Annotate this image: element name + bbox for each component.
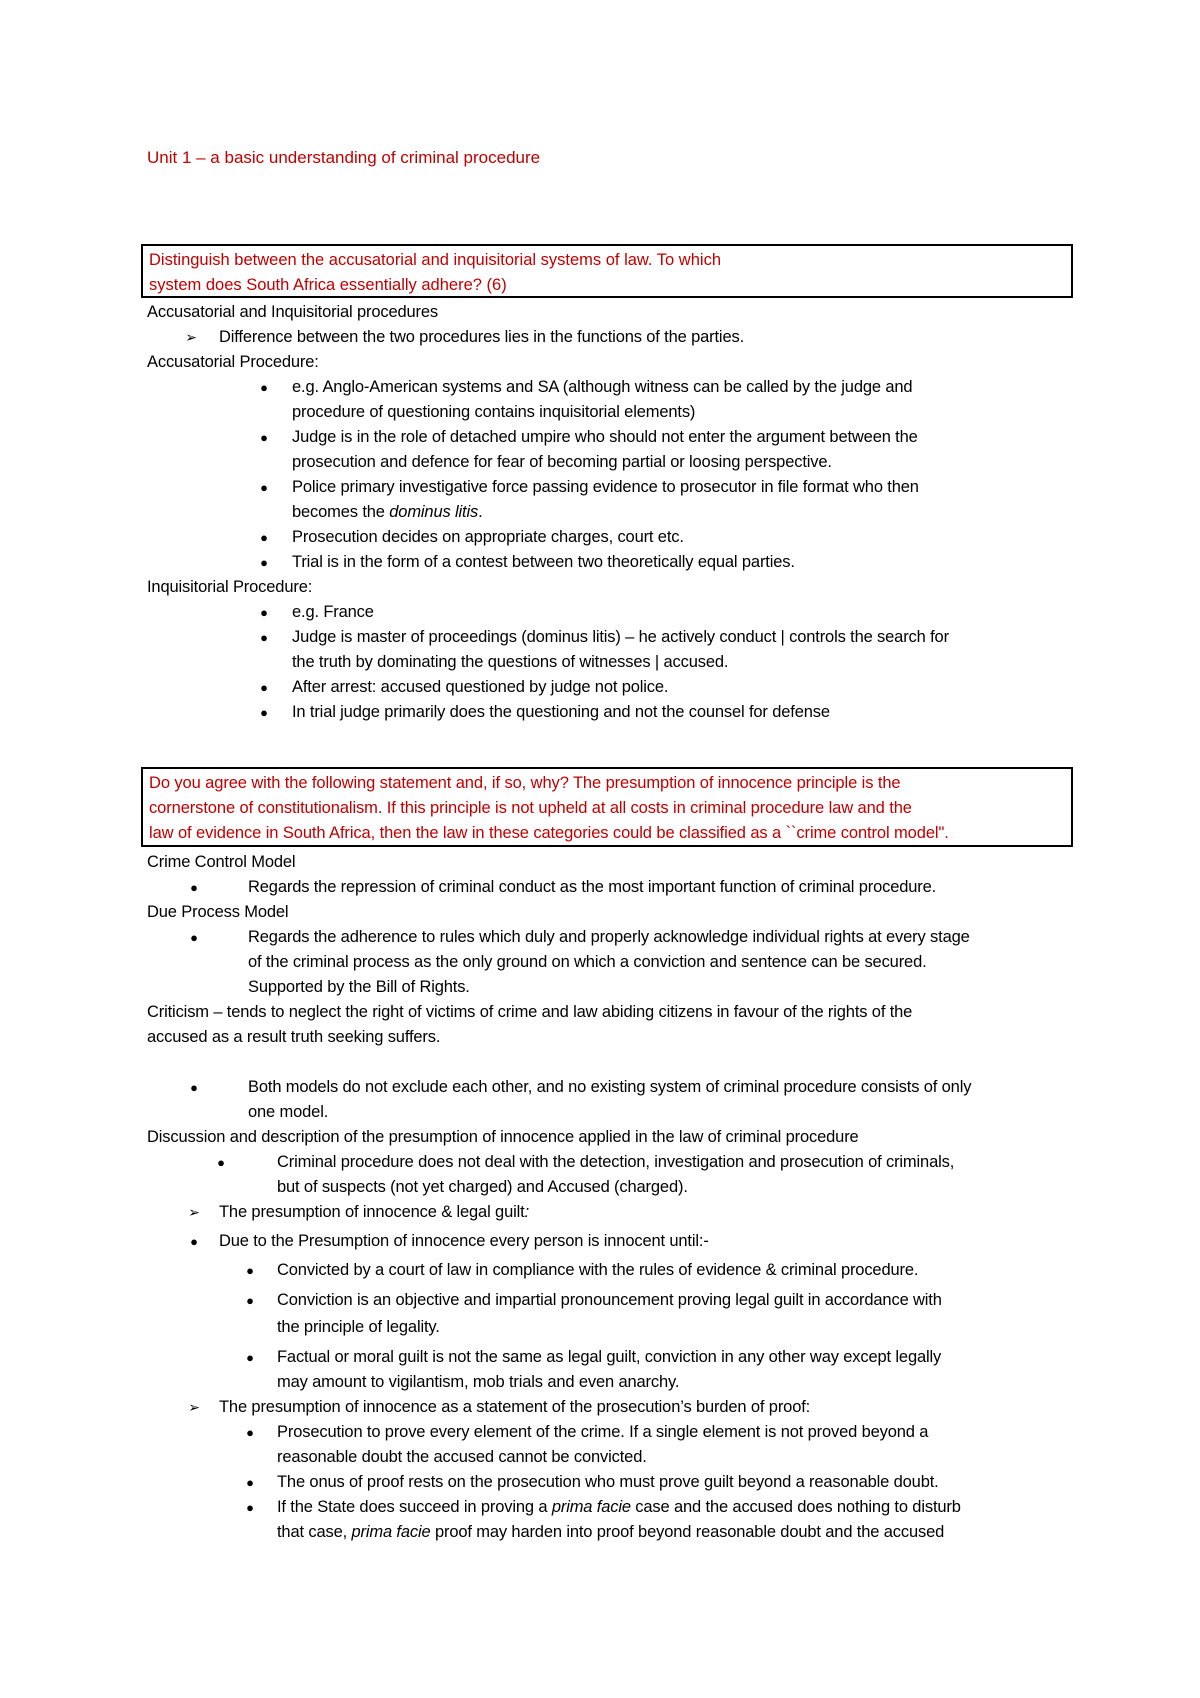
bullet-dot-icon: ● [190,930,198,945]
page-title: Unit 1 – a basic understanding of criminal procedure [147,148,541,167]
question-box-1 [141,244,1073,298]
question-line: Do you agree with the following statement and, if so, why? The presumption of innocence principle is the [149,774,901,792]
bullet-dot-icon: ● [260,380,268,395]
bullet-dot-icon: ● [190,880,198,895]
list-item: ● Judge is master of proceedings (dominus litis) – he actively conduct | controls the search for the truth by dominating the questions of witnesses | accused. [147,625,1067,675]
bullet-dot-icon: ● [190,1080,198,1095]
bullet-dot-icon: ● [217,1155,225,1170]
bullet-dot-icon: ● [260,530,268,545]
list-item: ➢ The presumption of innocence as a statement of the prosecution’s burden of proof: [147,1395,1067,1420]
subheading: Due Process Model [147,903,289,921]
question-line: cornerstone of constitutionalism. If this principle is not upheld at all costs in criminal procedure law and the [149,799,912,817]
list-item: ➢ The presumption of innocence & legal guilt: [147,1200,1067,1225]
bullet-dot-icon: ● [260,680,268,695]
bullet-dot-icon: ● [246,1475,254,1490]
list-item: ● After arrest: accused questioned by judge not police. [147,675,1067,700]
subheading: Crime Control Model [147,853,296,871]
list-item: ● Prosecution to prove every element of the crime. If a single element is not proved beyond a reasonable doubt the accused cannot be convicted. [147,1420,1067,1470]
list-item: ● Due to the Presumption of innocence every person is innocent until:- [147,1229,1067,1254]
question-line: Distinguish between the accusatorial and inquisitorial systems of law. To which [149,251,721,269]
bullet-dot-icon: ● [246,1293,254,1308]
list-item: ● Both models do not exclude each other, and no existing system of criminal procedure consists of only one model. [147,1075,1067,1125]
list-item: ● Criminal procedure does not deal with the detection, investigation and prosecution of criminals, but of suspects (not yet charged) and Accused (charged). [147,1150,1067,1200]
italic-term: dominus litis [389,503,479,521]
arrow-bullet-icon: ➢ [185,329,197,345]
bullet-dot-icon: ● [190,1234,198,1249]
bullet-dot-icon: ● [246,1425,254,1440]
bullet-dot-icon: ● [260,430,268,445]
criticism-text: Criticism – tends to neglect the right of victims of crime and law abiding citizens in favour of the rights of the [147,1003,913,1021]
list-item: ➢ Difference between the two procedures lies in the functions of the parties. [147,325,1067,350]
arrow-bullet-icon: ➢ [188,1399,200,1415]
list-item: ● e.g. Anglo-American systems and SA (although witness can be called by the judge and procedure of questioning contains inquisitorial elements) [147,375,1067,425]
list-item: ● Prosecution decides on appropriate charges, court etc. [147,525,1067,550]
list-item: ● Conviction is an objective and impartial pronouncement proving legal guilt in accordance with the principle of legality. [147,1287,1067,1341]
bullet-dot-icon: ● [260,605,268,620]
bullet-dot-icon: ● [260,480,268,495]
list-item: ● Regards the adherence to rules which duly and properly acknowledge individual rights at every stage of the criminal process as the only ground on which a conviction and sentence can be secured. Supported by the Bill of Rights. [147,925,1067,1000]
list-item: ● Police primary investigative force passing evidence to prosecutor in file format who then becomes the dominus litis. [147,475,1067,525]
list-item: ● Judge is in the role of detached umpire who should not enter the argument between the prosecution and defence for fear of becoming partial or loosing perspective. [147,425,1067,475]
section-models [147,850,1067,1545]
subheading: Discussion and description of the presumption of innocence applied in the law of criminal procedure [147,1128,859,1146]
list-item: ● Convicted by a court of law in compliance with the rules of evidence & criminal procedure. [147,1258,1067,1283]
list-item: ● In trial judge primarily does the questioning and not the counsel for defense [147,700,1067,725]
bullet-dot-icon: ● [246,1500,254,1515]
bullet-dot-icon: ● [260,630,268,645]
criticism-text: accused as a result truth seeking suffers. [147,1028,441,1046]
list-item: ● e.g. France [147,600,1067,625]
question-line: law of evidence in South Africa, then the law in these categories could be classified as a ``crime control model". [149,824,949,842]
subheading: Inquisitorial Procedure: [147,578,313,596]
list-item: ● The onus of proof rests on the prosecution who must prove guilt beyond a reasonable doubt. [147,1470,1067,1495]
section-accusatorial-inquisitorial [147,300,1067,725]
list-item: ● Regards the repression of criminal conduct as the most important function of criminal procedure. [147,875,1067,900]
bullet-dot-icon: ● [246,1350,254,1365]
question-line: system does South Africa essentially adhere? (6) [149,276,507,294]
bullet-dot-icon: ● [246,1263,254,1278]
arrow-bullet-icon: ➢ [188,1204,200,1220]
bullet-dot-icon: ● [260,555,268,570]
subheading: Accusatorial Procedure: [147,353,319,371]
list-item: ● Factual or moral guilt is not the same as legal guilt, conviction in any other way except legally may amount to vigilantism, mob trials and even anarchy. [147,1345,1067,1395]
section-heading: Accusatorial and Inquisitorial procedures [147,303,439,321]
question-box-2 [141,767,1073,847]
list-item: ● If the State does succeed in proving a prima facie case and the accused does nothing to disturb that case, prima facie proof may harden into proof beyond reasonable doubt and the accused [147,1495,1067,1545]
bullet-dot-icon: ● [260,705,268,720]
list-item: ● Trial is in the form of a contest between two theoretically equal parties. [147,550,1067,575]
